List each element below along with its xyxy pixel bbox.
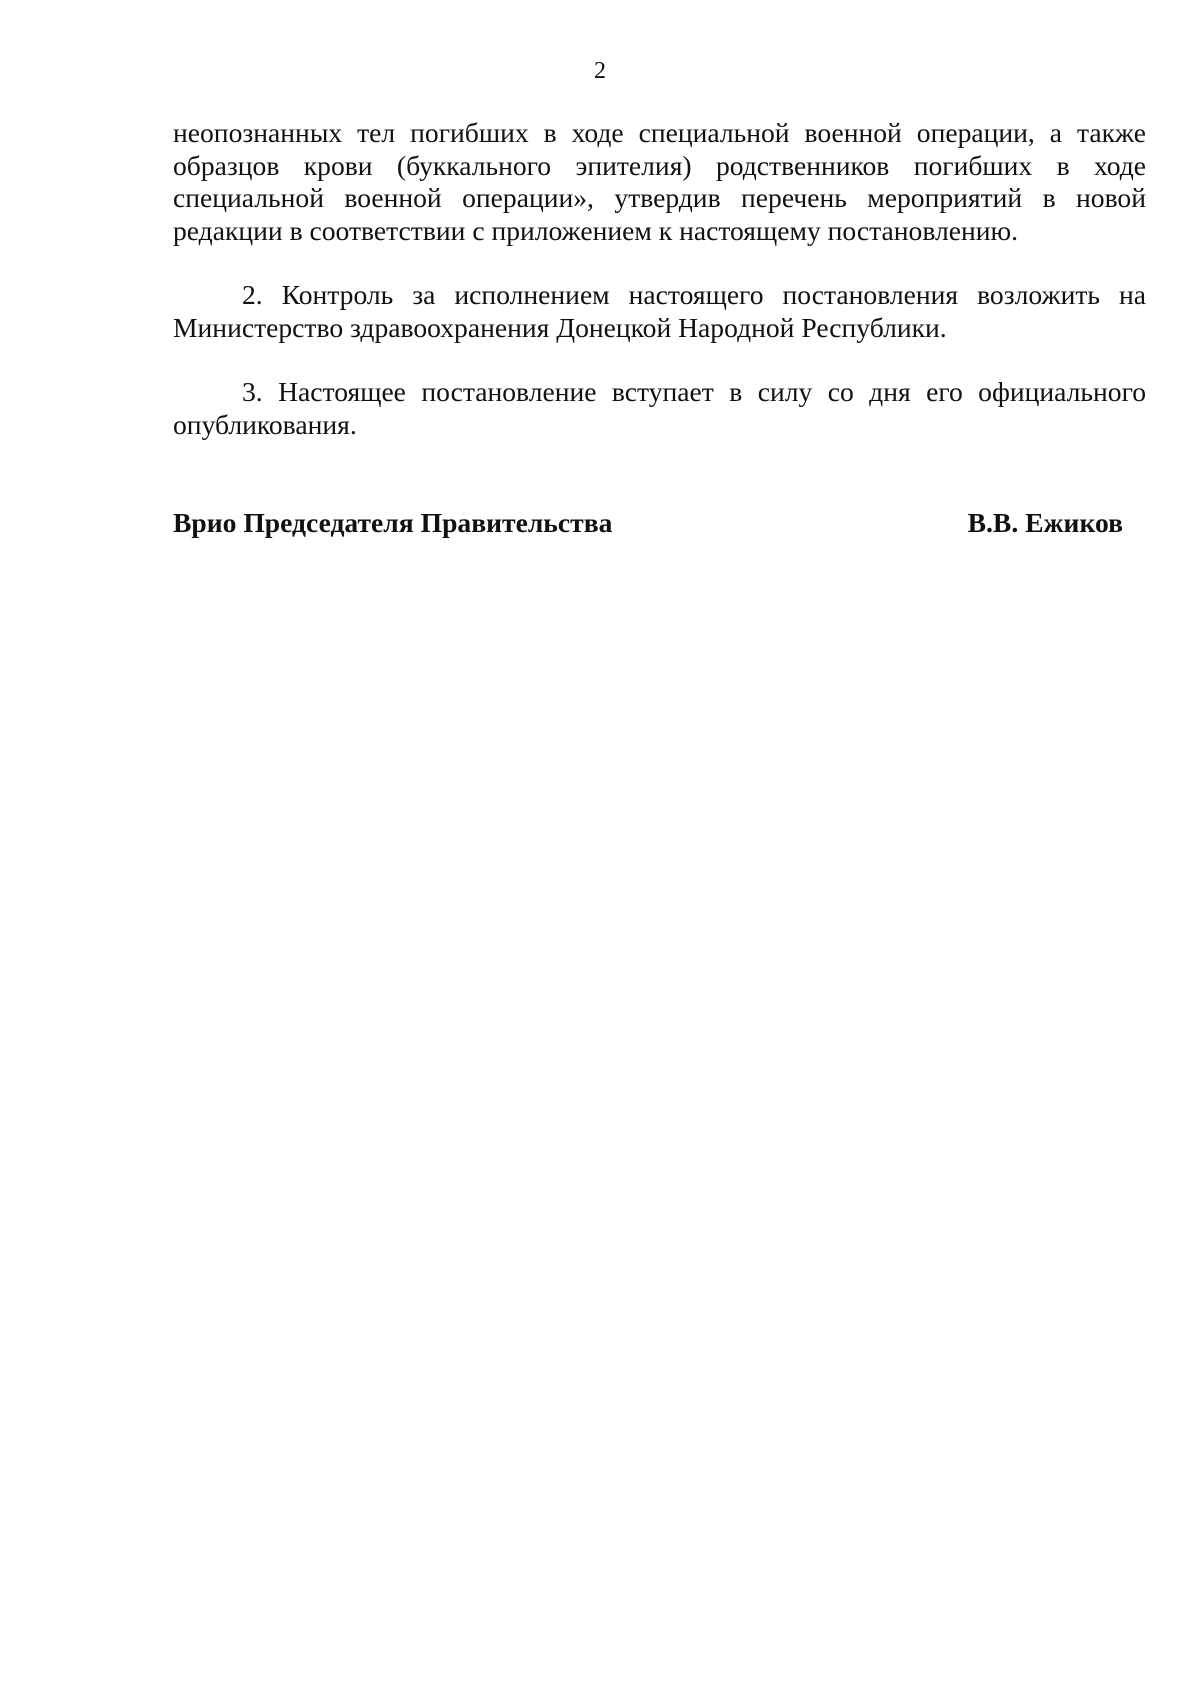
signatory-position: Врио Председателя Правительства — [173, 507, 613, 538]
paragraph-continuation: неопознанных тел погибших в ходе специальной военной операции, а также образцов крови (буккального эпителия) родственников погибших в ходе специальной военной операции», утвердив перечень мероприятий в новой редакции в соответствии с приложением к настоящему постановлению. — [173, 117, 1146, 246]
signature-block — [173, 506, 1123, 542]
page-number: 2 — [594, 58, 606, 84]
paragraph-item-3: 3. Настоящее постановление вступает в силу со дня его официального опубликования. — [173, 376, 1146, 440]
signatory-name: В.В. Ежиков — [967, 507, 1123, 538]
document-body — [173, 117, 1146, 441]
paragraph-item-2: 2. Контроль за исполнением настоящего постановления возложить на Министерство здравоохранения Донецкой Народной Республики. — [173, 279, 1146, 343]
